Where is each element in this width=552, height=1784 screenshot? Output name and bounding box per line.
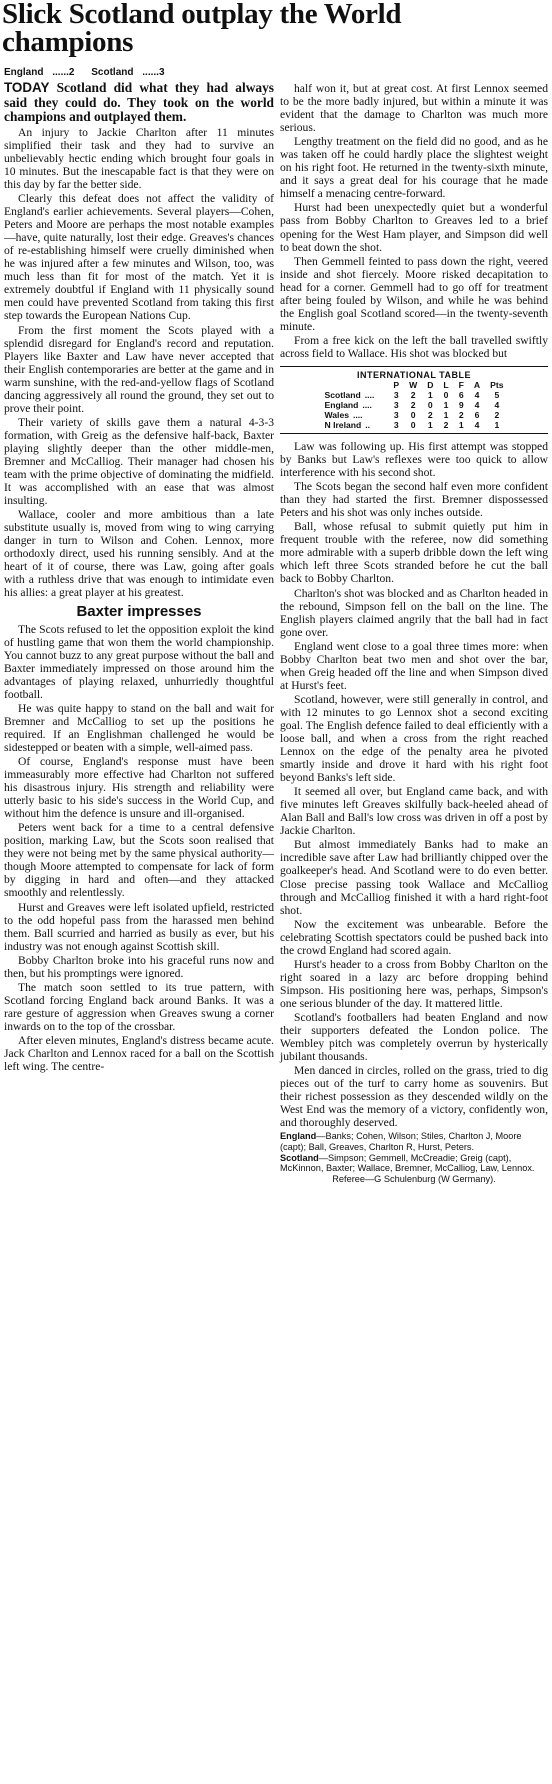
left-column bbox=[4, 66, 274, 1074]
table-value-cell: 6 bbox=[458, 389, 464, 400]
article-paragraph: An injury to Jackie Charlton after 11 minutes simplified their task and they had to survive an unbelievably hectic ending which brought four goals in 10 minutes. But the inescapable fact is that they were on this day by far the better side. bbox=[4, 125, 274, 192]
table-value-cell: 1 bbox=[443, 399, 449, 410]
table-title: INTERNATIONAL TABLE bbox=[357, 369, 471, 380]
team-lineups bbox=[280, 1131, 548, 1184]
england-label: England bbox=[280, 1131, 317, 1142]
table-value-cell: 3 bbox=[393, 419, 399, 430]
england-lineup bbox=[280, 1131, 548, 1152]
table-row bbox=[319, 410, 508, 420]
article-paragraph: From the first moment the Scots played with a splendid disregard for England's record and reputation. Players like Baxter and Law have never accepted that their English contemporaries are better at the game and in warm sunshine, with the red-and-yellow flags of Scotland dancing aggressively all round the ground, they set out to prove their point. bbox=[4, 323, 274, 415]
article-paragraph: half won it, but at great cost. At first Lennox seemed to be the more badly injured, but within a minute it was evident that the damage to Charlton was much more serious. bbox=[280, 82, 548, 135]
table-value-cell: 1 bbox=[443, 409, 449, 420]
headline: Slick Scotland outplay the World champions bbox=[2, 0, 402, 58]
right-column bbox=[280, 82, 548, 1184]
article-paragraph: Clearly this defeat does not affect the validity of England's earlier achievements. Several players—Cohen, Peters and Moore are perhaps the most notable examples—have, quite naturally, lost their edge. Greaves's chances of re-establishing himself were cruelly diminished when he was injured after a few minutes and Wilson, too, was much less than fit for most of the match. Yet it is extremely doubtful if England with 11 physically sound men could have prevented Scotland from taking this first step towards the European Nations Cup. bbox=[4, 192, 274, 323]
team-dots: .... bbox=[362, 399, 372, 410]
team-dots: .... bbox=[353, 409, 363, 420]
table-value-cell: 0 bbox=[410, 419, 416, 430]
article-paragraph: Peters went back for a time to a central defensive position, marking Law, but the Scots soon realised that they were not being met by the same physical authority—though Moore attempted to compensate for lack of form by digging in hard and often—and they attacked smoothly and relentlessly. bbox=[4, 821, 274, 900]
table-team-cell bbox=[319, 390, 388, 400]
score-away-goals: 3 bbox=[158, 67, 165, 78]
article-paragraph: The Scots began the second half even more confident than they had started the first. Bremner dispossessed Peters and his shot was only inches outside. bbox=[280, 480, 548, 520]
table-value-cell: 4 bbox=[474, 399, 480, 410]
score-home-goals: 2 bbox=[68, 67, 75, 78]
article-paragraph: Hurst had been unexpectedly quiet but a wonderful pass from Bobby Charlton to Greaves led to a brief opening for the West Ham player, and Simpson did well to beat down the shot. bbox=[280, 201, 548, 254]
table-header-cell: A bbox=[473, 379, 481, 390]
table-team-cell bbox=[319, 420, 388, 430]
article-paragraph: Hurst and Greaves were left isolated upfield, restricted to the odd hopeful pass from the harassed men behind them. Ball scurried and harried as busily as ever, but his industry was not enough against Scottish skill. bbox=[4, 900, 274, 953]
table-value-cell: 4 bbox=[474, 419, 480, 430]
table-body bbox=[319, 390, 508, 430]
england-players: —Banks; Cohen, Wilson; Stiles, Charlton J, Moore (capt); Ball, Greaves, Charlton R, Hurst, Peters. bbox=[280, 1131, 522, 1153]
table-value-cell: 1 bbox=[427, 389, 433, 400]
score-home-team: England bbox=[4, 67, 44, 78]
left-body-2 bbox=[4, 623, 274, 1074]
team-name: England bbox=[324, 399, 359, 410]
article-paragraph: After eleven minutes, England's distress became acute. Jack Charlton and Lennox raced for a ball on the Scottish left wing. The centre- bbox=[4, 1033, 274, 1074]
table-value-cell: 6 bbox=[474, 409, 480, 420]
team-name: N Ireland bbox=[324, 419, 362, 430]
table-value-cell: 2 bbox=[443, 419, 449, 430]
left-body bbox=[4, 126, 274, 600]
score-away-dots: ...... bbox=[142, 67, 159, 78]
article-paragraph: But almost immediately Banks had to make an incredible save after Law had brilliantly chipped over the goalkeeper's head. And Scotland were to do even better. Close precise passing took Wallace and McCalliog through and McCalliog finished it with a hard right-foot shot. bbox=[280, 838, 548, 917]
scotland-players: —Simpson; Gemmell, McCreadie; Greig (capt), McKinnon, Baxter; Wallace, Bremner, McCalliog, Law, Lennox. bbox=[280, 1152, 535, 1174]
table-value-cell: 1 bbox=[458, 419, 464, 430]
table-value-cell: 2 bbox=[458, 409, 464, 420]
score-away-team: Scotland bbox=[91, 67, 134, 78]
article-paragraph: Bobby Charlton broke into his graceful runs now and then, but his promptings were ignored. bbox=[4, 953, 274, 980]
table-value-cell: 0 bbox=[427, 399, 433, 410]
table-value-cell: 2 bbox=[410, 399, 416, 410]
article-paragraph: The match soon settled to its true pattern, with Scotland forcing England back around Banks. It was a rare gesture of aggression when Greaves swung a corner inwards on to the top of the crossbar. bbox=[4, 980, 274, 1033]
article-paragraph: Hurst's header to a cross from Bobby Charlton on the right soared in a lazy arc before dropping behind Simpson. His positioning here was, perhaps, Simpson's one serious blunder of the day. It mattered little. bbox=[280, 957, 548, 1010]
team-dots: .. bbox=[365, 419, 371, 430]
article-paragraph: Then Gemmell feinted to pass down the right, veered inside and shot fiercely. Moore risked decapitation to head for a corner. Gemmell had to go off for treatment after being fouled by Wilson, and while he was behind the English goal Scotland scored—in the twenty-seventh minute. bbox=[280, 254, 548, 333]
table-team-cell bbox=[319, 410, 388, 420]
table-value-cell: 3 bbox=[393, 399, 399, 410]
scotland-lineup bbox=[280, 1153, 548, 1174]
table-header-cell: F bbox=[458, 379, 464, 390]
article-paragraph: Wallace, cooler and more ambitious than a late substitute usually is, moved from wing to wing carrying danger in turn to Wilson and Cohen. Lennox, more orthodoxly direct, used his running sensibly. And at the heart of it of course, there was Law, going after goals with a ruthless drive that was enough to intimidate even his allies: a great player at his greatest. bbox=[4, 508, 274, 600]
team-name: Scotland bbox=[324, 389, 361, 400]
article-paragraph: Scotland's footballers had beaten England and now their supporters defeated the London police. The Wembley pitch was completely overrun by hysterically jubilant thousands. bbox=[280, 1011, 548, 1064]
table-value-cell: 3 bbox=[393, 409, 399, 420]
team-name: Wales bbox=[324, 409, 350, 420]
table-header-cell: D bbox=[427, 379, 434, 390]
table-header-cell: W bbox=[409, 379, 418, 390]
score-line bbox=[4, 66, 274, 79]
table-row bbox=[319, 400, 508, 410]
table-row bbox=[319, 390, 508, 400]
table-value-cell: 1 bbox=[494, 419, 500, 430]
table-header-cell: L bbox=[443, 379, 449, 390]
table-header-row bbox=[319, 380, 508, 390]
lead-kicker: TODAY bbox=[4, 80, 50, 96]
score-home-dots: ...... bbox=[52, 67, 69, 78]
table-value-cell: 0 bbox=[410, 409, 416, 420]
article-paragraph: Ball, whose refusal to submit quietly put him in frequent trouble with the referee, now did something more admirable with a superb dribble down the left wing which left three Scots stranded before he cut the ball back to Bobby Charlton. bbox=[280, 520, 548, 586]
table-value-cell: 1 bbox=[427, 419, 433, 430]
table-header-cell: P bbox=[393, 379, 400, 390]
subhead: Baxter impresses bbox=[76, 602, 202, 620]
article-paragraph: Of course, England's response must have been immeasurably more effective had Charlton not suffered his disastrous injury. His strength and reliability were utterly basic to his side's success in the World Cup, and without him the defence is unsure and ill-organised. bbox=[4, 754, 274, 821]
article-paragraph: Charlton's shot was blocked and as Charlton headed in the rebound, Simpson fell on the ball on the line. The English players claimed angrily that the ball had in fact gone over. bbox=[280, 586, 548, 639]
international-table bbox=[280, 366, 548, 434]
table-team-cell bbox=[319, 400, 388, 410]
article-paragraph: From a free kick on the left the ball travelled swiftly across field to Wallace. His shot was blocked but bbox=[280, 333, 548, 360]
article-paragraph: The Scots refused to let the opposition exploit the kind of hustling game that won them the world championship. You cannot buzz to any great purpose without the ball and Baxter immediately impressed on those around him the advantages of playing relaxed, unhurriedly thoughtful football. bbox=[4, 622, 274, 701]
standings-table bbox=[319, 380, 508, 430]
scotland-label: Scotland bbox=[280, 1152, 319, 1163]
referee-line: Referee—G Schulenburg (W Germany). bbox=[332, 1173, 496, 1184]
article-paragraph: Scotland, however, were still generally in control, and with 12 minutes to go Lennox shot a second exciting goal. The English defence failed to deal efficiently with a loose ball, and when a cross from the right reached Lennox on the edge of the penalty area he pivoted smartly inside and drove it hard with his right foot beyond Banks's left side. bbox=[280, 692, 548, 785]
article-paragraph: Law was following up. His first attempt was stopped by Banks but Law's reflexes were too quick to allow interference with his second shot. bbox=[280, 439, 548, 480]
article-paragraph: He was quite happy to stand on the ball and wait for Bremner and McCalliog to set up the positions he required. If an Englishman challenged he would be sidestepped or beaten with a simple, well-aimed pass. bbox=[4, 701, 274, 754]
right-body bbox=[280, 82, 548, 360]
table-value-cell: 0 bbox=[443, 389, 449, 400]
article-paragraph: It seemed all over, but England came back, and with five minutes left Greaves skilfully back-heeled ahead of Alan Ball and Ball's low cross was driven in off a post by Jackie Charlton. bbox=[280, 785, 548, 838]
lead-paragraph bbox=[4, 81, 274, 125]
table-value-cell: 3 bbox=[393, 389, 399, 400]
team-dots: .... bbox=[364, 389, 375, 400]
table-header-cell: Pts bbox=[490, 379, 504, 390]
table-value-cell: 5 bbox=[494, 389, 500, 400]
table-value-cell: 4 bbox=[474, 389, 480, 400]
article-paragraph: England went close to a goal three times more: when Bobby Charlton beat two men and shot over the bar, when Greig headed off the line and when Simpson dived at Hurst's feet. bbox=[280, 639, 548, 692]
table-value-cell: 4 bbox=[494, 399, 500, 410]
article-paragraph: Now the excitement was unbearable. Before the celebrating Scottish spectators could be pushed back into the crowd England had scored again. bbox=[280, 917, 548, 957]
lead-text: Scotland did what they had always said they could do. They took on the world champions and outplayed them. bbox=[4, 80, 274, 125]
right-body-2 bbox=[280, 440, 548, 1129]
table-value-cell: 2 bbox=[427, 409, 433, 420]
table-value-cell: 2 bbox=[494, 409, 500, 420]
article-paragraph: Men danced in circles, rolled on the grass, tried to dig pieces out of the turf to carry home as souvenirs. But their richest possession as they descended wildly on the West End was the memory of a victory, confidently won, and thoroughly deserved. bbox=[280, 1064, 548, 1130]
table-value-cell: 9 bbox=[458, 399, 464, 410]
article-paragraph: Their variety of skills gave them a natural 4-3-3 formation, with Greig as the defensive half-back, Baxter playing slightly deeper than the other middle-men, Bremner and McCalliog. Their manager had chosen his team with the prime objective of dominating the midfield. It was accomplished with an ease that was almost insulting. bbox=[4, 415, 274, 508]
table-header-team bbox=[319, 380, 388, 390]
table-row bbox=[319, 420, 508, 430]
table-value-cell: 2 bbox=[410, 389, 416, 400]
article-paragraph: Lengthy treatment on the field did no good, and as he was taken off he could hardly place the slightest weight on his right foot. He returned in the twenty-sixth minute, and it says a great deal for his courage that he made himself a menacing centre-forward. bbox=[280, 135, 548, 201]
